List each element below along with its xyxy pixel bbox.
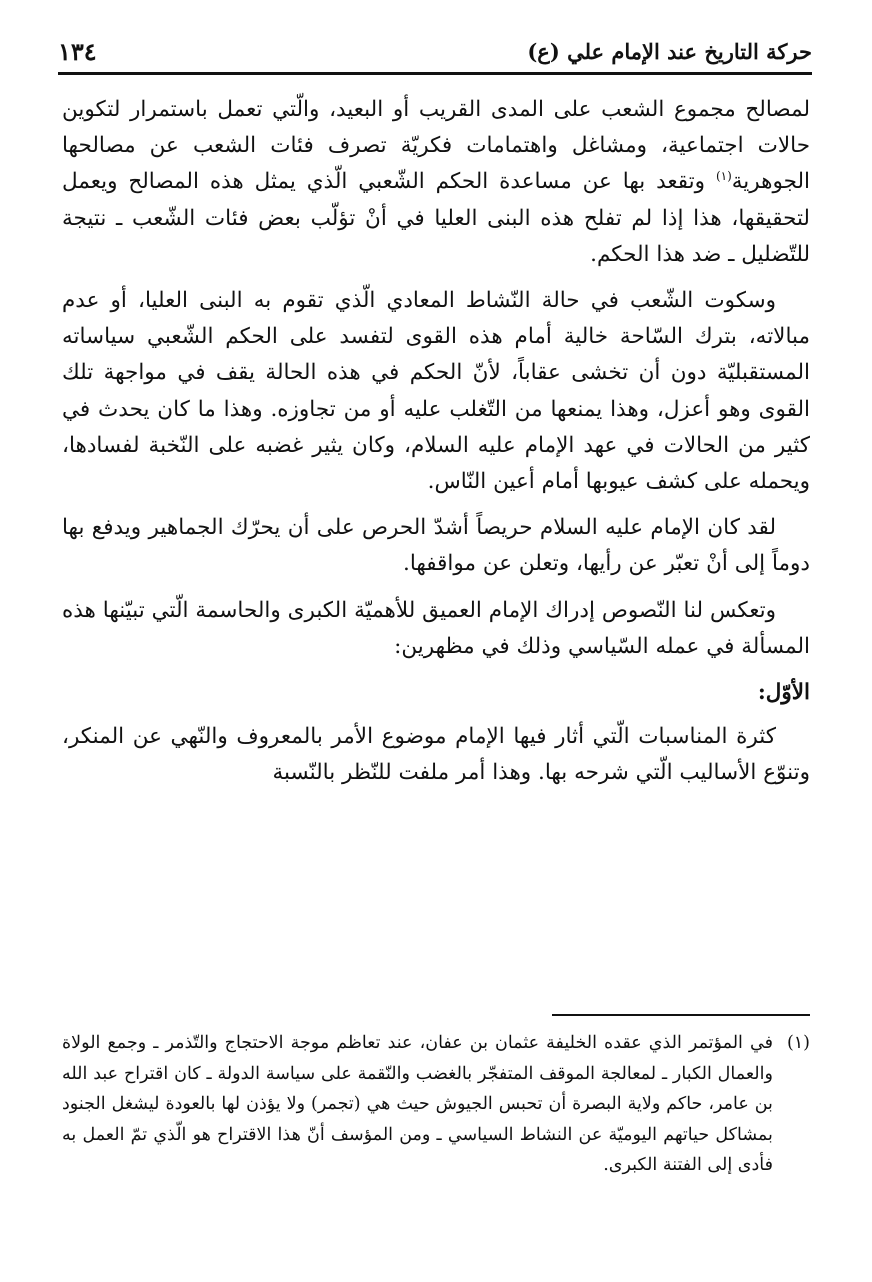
paragraph-5: كثرة المناسبات الّتي أثار فيها الإمام موضوع الأمر بالمعروف والنّهي عن المنكر، وتنوّع الأساليب الّتي شرحه بها. وهذا أمر ملفت للنّظر بالنّسبة (62, 724, 810, 786)
paragraph-2: وسكوت الشّعب في حالة النّشاط المعادي الّذي تقوم به البنى العليا، أو عدم مبالاته، بترك السّاحة خالية أمام هذه القوى لتفسد على الحكم الشّعبي سياساته المستقبليّة دون أن تخشى عقاباً، لأنّ الحكم في هذه الحالة يقف في مواجهة تلك القوى وهو أعزل، وهذا يمنعها من التّغلب عليه أو من تجاوزه. وهذا ما كان يحدث في كثير من الحالات في عهد الإمام عليه السلام، وكان يثير غضبه على النّخبة لفسادها، ويحمله على كشف عيوبها أمام أعين النّاس. (62, 288, 810, 495)
paragraph-1-continuation: وتقعد بها عن مساعدة الحكم الشّعبي الّذي يمثل هذه المصالح ويعمل لتحقيقها، هذا إذا لم تفلح هذه البنى العليا في أنْ تؤلّب بعض فئات الشّعب ـ نتيجة للتّضليل ـ ضد هذا الحكم. (62, 169, 810, 267)
main-text (62, 92, 810, 802)
footnote-separator (552, 1014, 810, 1016)
paragraph-1-text: لمصالح مجموع الشعب على المدى القريب أو البعيد، والّتي تعمل باستمرار لتكوين حالات اجتماعية، ومشاغل واهتمامات فكريّة تصرف فئات الشعب عن مصالحها الجوهرية (62, 97, 810, 195)
paragraph-1 (62, 92, 810, 273)
paragraph-3: لقد كان الإمام عليه السلام حريصاً أشدّ الحرص على أن يحرّك الجماهير ويدفع بها دوماً إلى أنْ تعبّر عن رأيها، وتعلن عن مواقفها. (62, 515, 810, 577)
page-number: ١٣٤ (58, 36, 97, 66)
section-heading: الأوّل: (757, 680, 810, 706)
running-header (58, 30, 812, 75)
footnote-block (62, 1028, 810, 1181)
footnote-marker: (١) (786, 1033, 810, 1053)
footnote-text: في المؤتمر الذي عقده الخليفة عثمان بن عفان، عند تعاظم موجة الاحتجاج والتّذمر ـ وجمع الولاة والعمال الكبار ـ لمعالجة الموقف المتفجّر بالغضب والنّقمة على سياسة الدولة ـ كان اقتراح عبد الله بن عامر، حاكم ولاية البصرة أن تحبس الجيوش حيث هي (تجمر) ولا يؤذن لها بالعودة ليشغل الجنود بمشاكل حياتهم اليوميّة عن النشاط السياسي ـ ومن المؤسف أنّ هذا الاقتراح هو الّذي تمّ العمل به فأدى إلى الفتنة الكبرى. (62, 1033, 773, 1175)
footnote-reference[interactable]: (١) (715, 169, 732, 184)
paragraph-4: وتعكس لنا النّصوص إدراك الإمام العميق للأهميّة الكبرى والحاسمة الّتي تبيّنها هذه المسألة في عمله السّياسي وذلك في مظهرين: (62, 597, 810, 659)
running-title: حركة التاريخ عند الإمام علي (ع) (527, 38, 812, 64)
